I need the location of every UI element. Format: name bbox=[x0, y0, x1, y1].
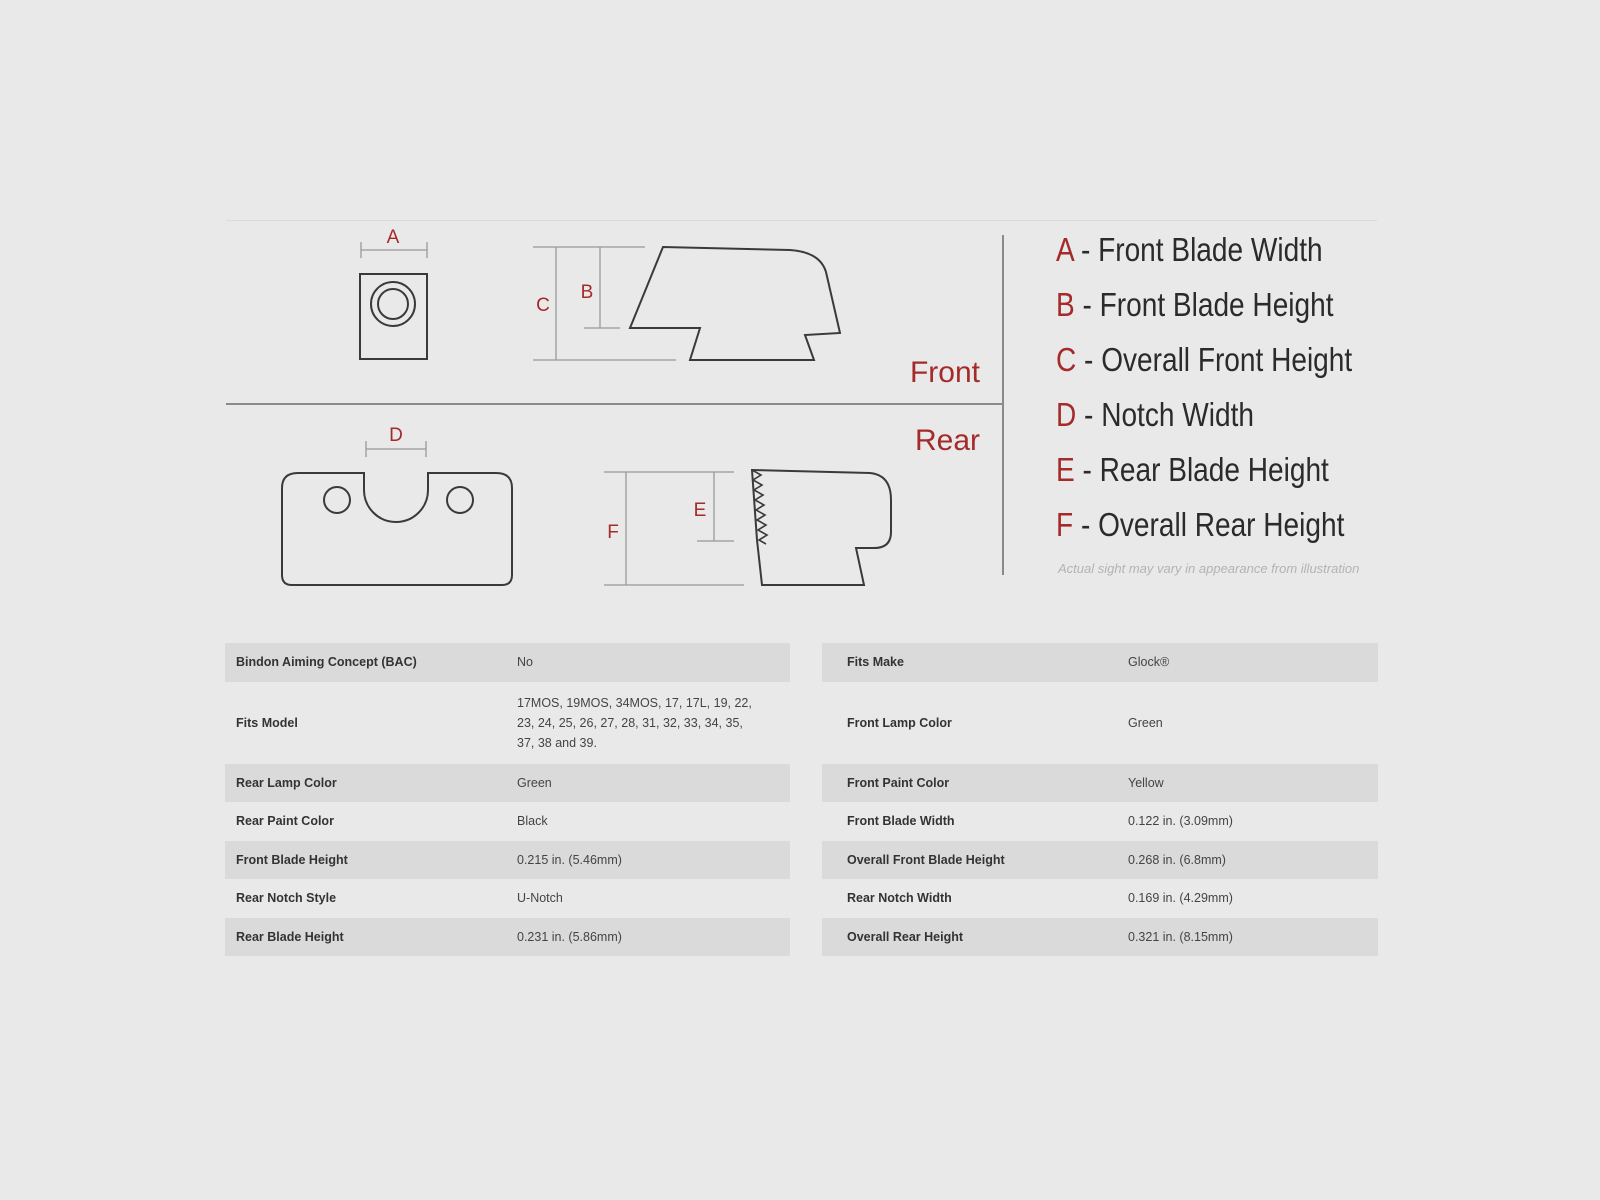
front-sight-top-view bbox=[360, 274, 427, 359]
label-f: F bbox=[607, 522, 619, 543]
spec-key: Overall Front Blade Height bbox=[847, 852, 1005, 867]
legend-item-b bbox=[1056, 281, 1337, 336]
disclaimer-note: Actual sight may vary in appearance from illustration bbox=[1058, 561, 1360, 576]
spec-value: Black bbox=[517, 814, 548, 829]
spec-value: Green bbox=[517, 775, 552, 790]
spec-key: Front Paint Color bbox=[847, 775, 950, 790]
table-row bbox=[822, 802, 1378, 841]
table-row bbox=[822, 918, 1378, 957]
label-a: A bbox=[386, 227, 400, 248]
front-sight-side-profile bbox=[630, 247, 840, 360]
spec-value-cell bbox=[506, 682, 790, 764]
spec-key: Front Lamp Color bbox=[847, 715, 952, 730]
legend-text: - Front Blade Width bbox=[1073, 231, 1323, 268]
spec-key: Rear Notch Style bbox=[236, 891, 337, 906]
spec-value: Yellow bbox=[1128, 775, 1164, 790]
rear-sight-top-view bbox=[282, 473, 512, 585]
spec-value: 0.321 in. (8.15mm) bbox=[1128, 929, 1233, 944]
spec-key: Overall Rear Height bbox=[847, 929, 964, 944]
front-lamp-inner-ring bbox=[378, 289, 408, 319]
table-row bbox=[822, 879, 1378, 918]
spec-key: Rear Paint Color bbox=[236, 814, 334, 829]
spec-key: Fits Model bbox=[236, 715, 298, 730]
table-row bbox=[822, 764, 1378, 803]
legend-text: - Notch Width bbox=[1076, 396, 1254, 433]
spec-table-right bbox=[822, 643, 1378, 956]
legend-item-c bbox=[1056, 336, 1353, 391]
table-row bbox=[225, 802, 790, 841]
spec-key: Rear Lamp Color bbox=[236, 775, 337, 790]
spec-key: Rear Notch Width bbox=[847, 891, 952, 906]
legend-letter: A bbox=[1056, 231, 1074, 268]
table-row bbox=[225, 764, 790, 803]
legend-letter: F bbox=[1056, 506, 1074, 543]
legend-letter: E bbox=[1056, 451, 1075, 488]
table-row bbox=[225, 879, 790, 918]
label-d: D bbox=[389, 425, 403, 446]
spec-value: Glock® bbox=[1128, 655, 1170, 670]
spec-value: 0.231 in. (5.86mm) bbox=[517, 929, 622, 944]
legend-letter: C bbox=[1056, 341, 1077, 378]
legend-text: - Front Blade Height bbox=[1074, 286, 1334, 323]
legend-text: - Rear Blade Height bbox=[1074, 451, 1329, 488]
legend-item-d bbox=[1056, 391, 1337, 446]
spec-key: Front Blade Height bbox=[236, 852, 348, 867]
rear-sight-side-profile bbox=[752, 470, 891, 585]
rear-lamp-right bbox=[447, 487, 473, 513]
legend-letter: B bbox=[1056, 286, 1075, 323]
rear-lamp-left bbox=[324, 487, 350, 513]
spec-value: 0.268 in. (6.8mm) bbox=[1128, 852, 1226, 867]
spec-value: Green bbox=[1128, 715, 1163, 730]
label-e: E bbox=[693, 500, 707, 521]
legend-text: - Overall Front Height bbox=[1076, 341, 1353, 378]
legend-item-f bbox=[1056, 501, 1345, 556]
legend-text: - Overall Rear Height bbox=[1073, 506, 1345, 543]
dimension-legend bbox=[1056, 226, 1386, 556]
rear-caption: Rear bbox=[914, 424, 980, 457]
spec-key: Rear Blade Height bbox=[236, 929, 344, 944]
spec-value: 0.169 in. (4.29mm) bbox=[1128, 891, 1233, 906]
legend-item-e bbox=[1056, 446, 1337, 501]
spec-value: 17MOS, 19MOS, 34MOS, 17, 17L, 19, 22, 23, 24, 25, 26, 27, 28, 31, 32, 33, 34, 35, 37, 38 and 39. bbox=[517, 695, 752, 750]
spec-table-left bbox=[225, 643, 790, 956]
table-row bbox=[225, 841, 790, 880]
legend-item-a bbox=[1056, 226, 1337, 281]
spec-key: Front Blade Width bbox=[847, 814, 955, 829]
legend-letter: D bbox=[1056, 396, 1077, 433]
table-row bbox=[822, 841, 1378, 880]
table-row bbox=[225, 643, 790, 682]
front-caption: Front bbox=[909, 356, 980, 389]
spec-value: U-Notch bbox=[517, 891, 563, 906]
spec-value: 0.122 in. (3.09mm) bbox=[1128, 814, 1233, 829]
table-row bbox=[225, 918, 790, 957]
table-row bbox=[822, 682, 1378, 764]
spec-key: Bindon Aiming Concept (BAC) bbox=[236, 655, 417, 670]
spec-value: No bbox=[517, 655, 533, 670]
table-row bbox=[225, 682, 790, 764]
label-b: B bbox=[580, 282, 594, 303]
label-c: C bbox=[536, 295, 550, 316]
spec-key: Fits Make bbox=[847, 655, 904, 670]
spec-value: 0.215 in. (5.46mm) bbox=[517, 852, 622, 867]
table-row bbox=[822, 643, 1378, 682]
